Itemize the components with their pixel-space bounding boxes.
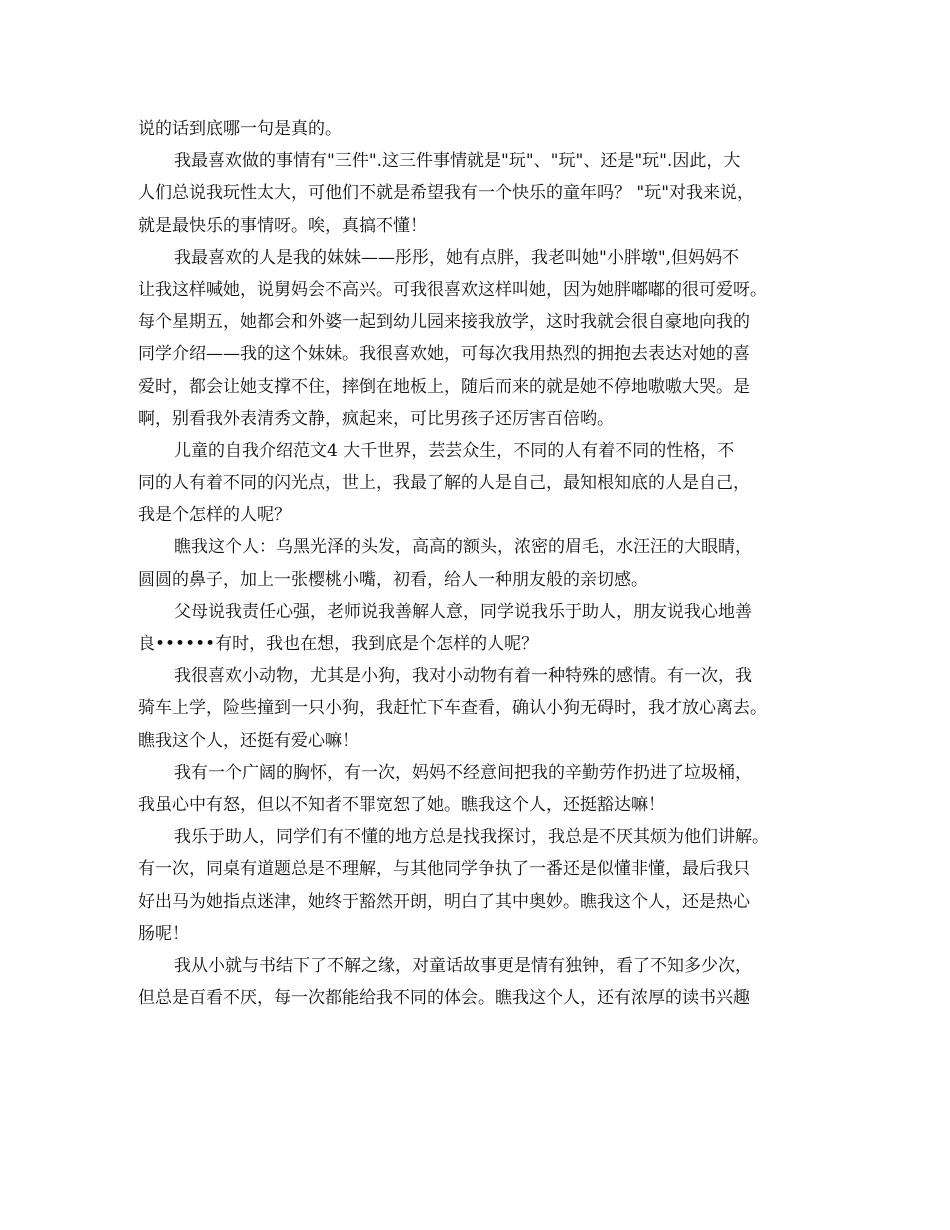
text-line: 我是个怎样的人呢？	[138, 505, 291, 526]
text-line: 但总是百看不厌，每一次都能给我不同的体会。瞧我这个人，还有浓厚的读书兴趣	[138, 988, 750, 1009]
text-line: 骑车上学，险些撞到一只小狗，我赶忙下车查看，确认小狗无碍时，我才放心离去。	[138, 698, 767, 719]
text-line: 良••••••有时，我也在想，我到底是个怎样的人呢？	[138, 634, 539, 654]
text-line: 我最喜欢做的事情有"三件".这三件事情就是"玩"、"玩"、还是"玩".因此，大	[174, 151, 741, 172]
text-line: 瞧我这个人：乌黑光泽的头发，高高的额头，浓密的眉毛，水汪汪的大眼睛，	[174, 537, 752, 558]
text-line: 好出马为她指点迷津，她终于豁然开朗，明白了其中奥妙。瞧我这个人，还是热心	[138, 891, 750, 912]
text-line: 就是最快乐的事情呀。唉，真搞不懂！	[138, 215, 427, 236]
text-line: 同学介绍——我的这个妹妹。我很喜欢她，可每次我用热烈的拥抱去表达对她的喜	[138, 344, 750, 365]
text-line: 我虽心中有怒，但以不知者不罪宽恕了她。瞧我这个人，还挺豁达嘛！	[138, 794, 665, 815]
text-line: 我从小就与书结下了不解之缘，对童话故事更是情有独钟，看了不知多少次，	[174, 955, 752, 976]
text-line: 儿童的自我介绍范文4 大千世界，芸芸众生，不同的人有着不同的性格，不	[174, 440, 735, 461]
text-line: 父母说我责任心强，老师说我善解人意，同学说我乐于助人，朋友说我心地善	[174, 601, 752, 622]
text-line: 啊，别看我外表清秀文静，疯起来，可比男孩子还厉害百倍哟。	[138, 408, 614, 429]
text-line: 我乐于助人，同学们有不懂的地方总是找我探讨，我总是不厌其烦为他们讲解。	[174, 827, 769, 848]
text-line: 有一次，同桌有道题总是不理解，与其他同学争执了一番还是似懂非懂，最后我只	[138, 859, 750, 880]
text-line: 同的人有着不同的闪光点，世上，我最了解的人是自己，最知根知底的人是自己，	[138, 473, 750, 494]
text-line: 每个星期五，她都会和外婆一起到幼儿园来接我放学，这时我就会很自豪地向我的	[138, 312, 750, 333]
text-line: 人们总说我玩性太大，可他们不就是希望我有一个快乐的童年吗？ "玩"对我来说，	[138, 183, 755, 204]
text-line: 圆圆的鼻子，加上一张樱桃小嘴，初看，给人一种朋友般的亲切感。	[138, 569, 648, 590]
text-line: 我有一个广阔的胸怀，有一次，妈妈不经意间把我的辛勤劳作扔进了垃圾桶，	[174, 762, 752, 783]
text-line: 我最喜欢的人是我的妹妹——彤彤，她有点胖，我老叫她"小胖墩",但妈妈不	[174, 247, 740, 268]
text-line: 让我这样喊她，说舅妈会不高兴。可我很喜欢这样叫她，因为她胖嘟嘟的很可爱呀。	[138, 279, 767, 300]
document-body	[138, 113, 818, 1014]
text-line: 瞧我这个人，还挺有爱心嘛！	[138, 730, 359, 751]
text-line: 我很喜欢小动物，尤其是小狗，我对小动物有着一种特殊的感情。有一次，我	[174, 666, 752, 687]
text-line: 爱时，都会让她支撑不住，摔倒在地板上，随后而来的就是她不停地嗷嗷大哭。是	[138, 376, 750, 397]
text-line: 说的话到底哪一句是真的。	[138, 119, 342, 139]
text-line: 肠呢！	[138, 923, 189, 944]
